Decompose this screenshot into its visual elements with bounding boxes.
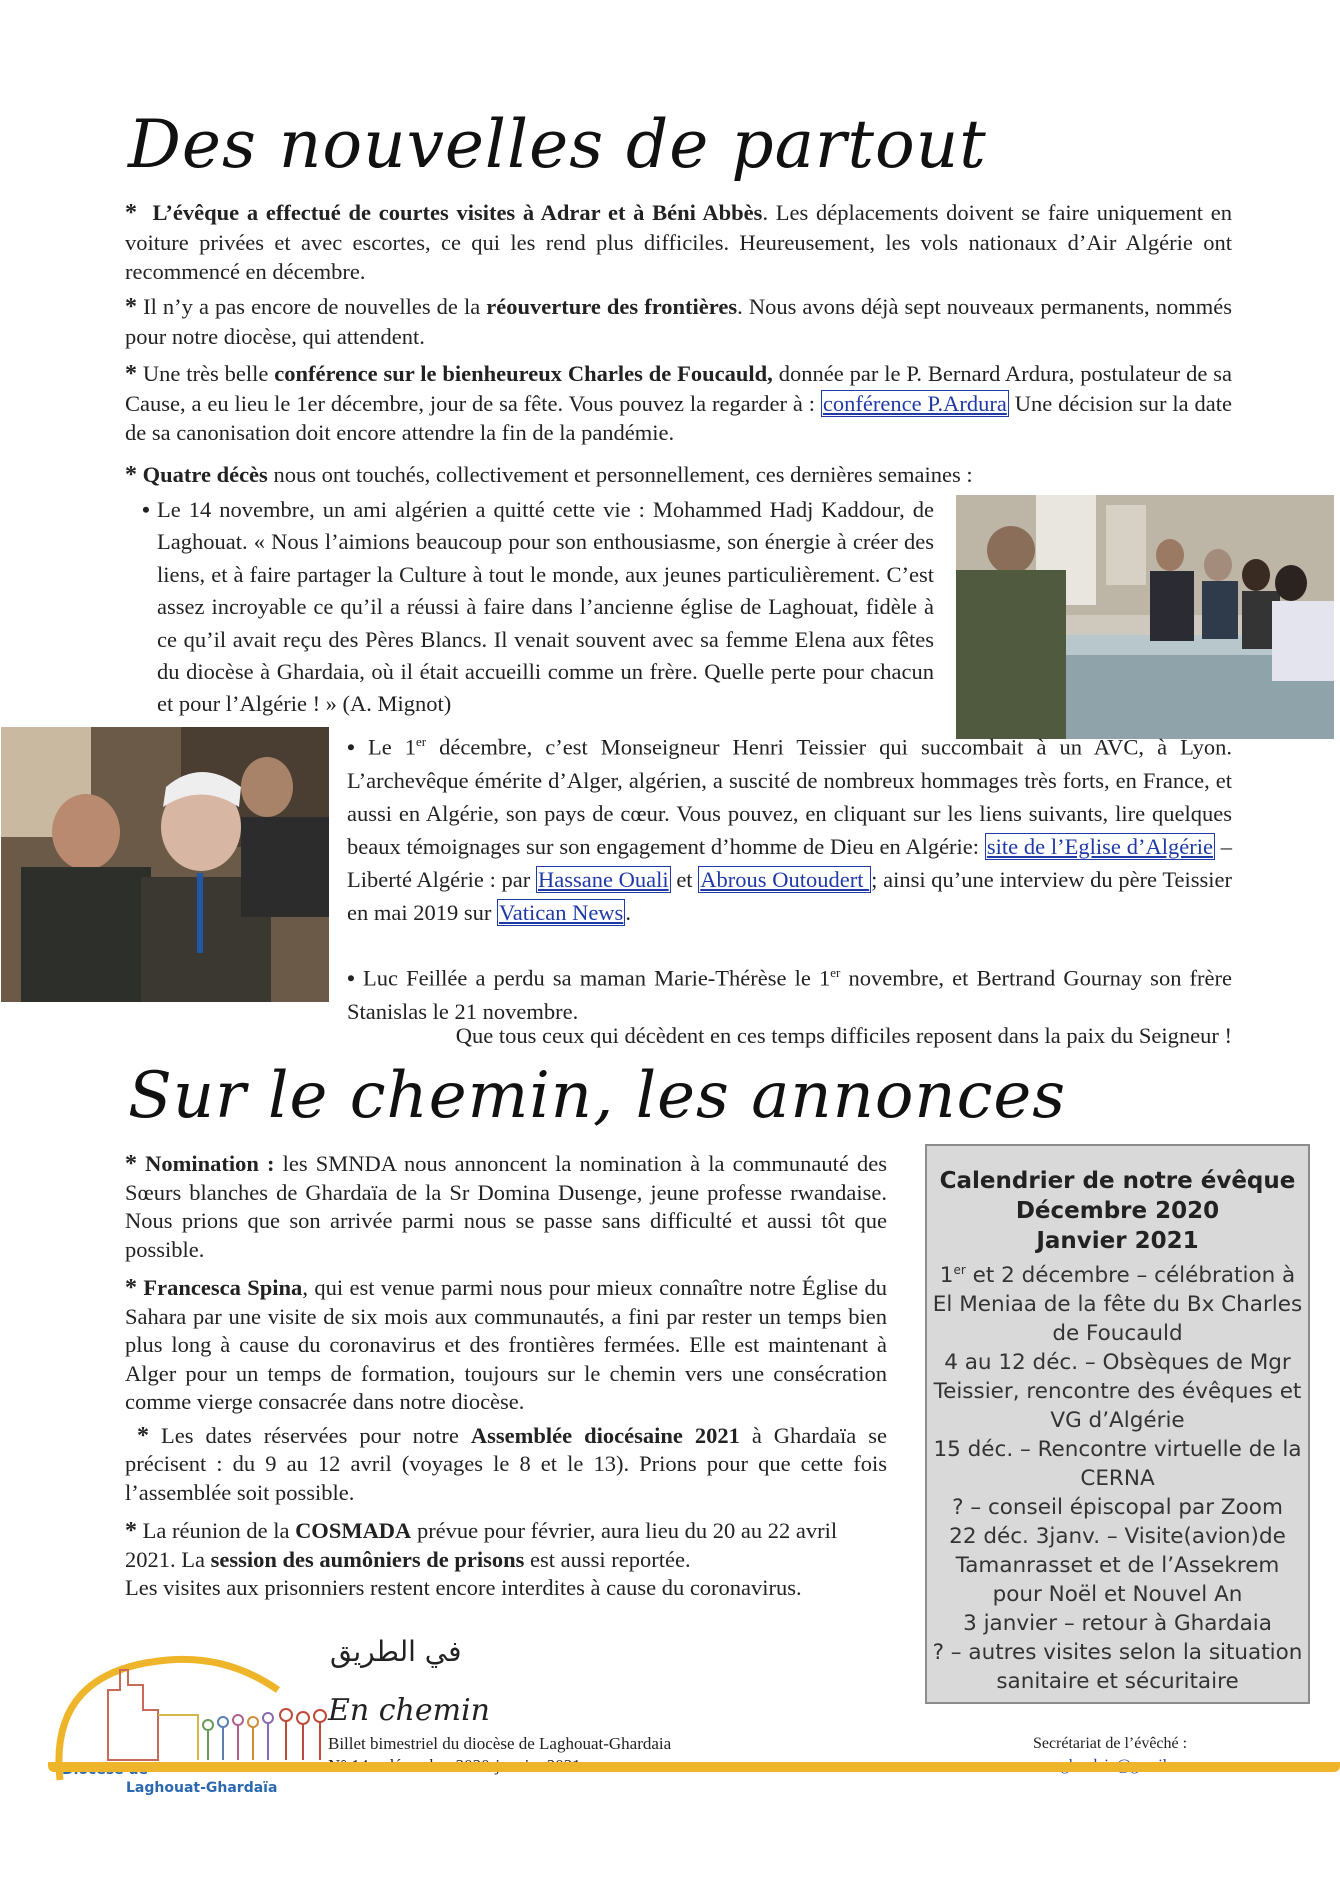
text: . Les déplacements doivent se faire uniquement en voiture privées et avec escortes, ce qui les rend plus difficiles. Heureusement, les vols nationaux d’Air Algérie ont recommencé en décembre. xyxy=(125,200,1233,284)
bold-phrase: Nomination : xyxy=(145,1151,275,1176)
bullet-dot: • xyxy=(347,965,355,991)
calendar-item: 3 janvier – retour à Ghardaia xyxy=(963,1611,1272,1637)
link-abrous-outoudert[interactable]: Abrous Outoudert xyxy=(700,866,870,892)
calendar-item: 15 déc. – Rencontre virtuelle de la CERNA xyxy=(933,1437,1302,1492)
calendar-item: 22 déc. 3janv. – Visite(avion)de Tamanrasset et de l’Assekrem pour Noël et Nouvel An xyxy=(949,1524,1286,1608)
bullet-text: Le 14 novembre, un ami algérien a quitté cette vie : Mohammed Hadj Kaddour, de Laghouat. « Nous l’aimions beaucoup pour son enthousiasme, son énergie à créer des liens, et à faire partager la Culture à tout le monde, aux jeunes particulièrement. C’est assez incroyable ce qu’il a réussi à faire dans l’ancienne église de Laghouat, fidèle à ce qu’il avait reçu des Pères Blancs. Il venait souvent avec sa femme Elena aux fêtes du diocèse à Ghardaia, où il était accueilli comme un frère. Quelle perte pour chacun et pour l’Algérie ! » (A. Mignot) xyxy=(157,497,934,717)
text: les SMNDA nous annoncent la nomination à la communauté des Sœurs blanches de Ghardaïa de la Sr Domina Dusenge, jeune professe rwandaise. Nous prions que son arrivée parmi nous se passe sans difficulté et aussi tôt que possible. xyxy=(125,1151,887,1262)
asterisk: * xyxy=(125,1518,137,1544)
superscript: er xyxy=(953,1263,966,1277)
text: décembre, c’est Monseigneur Henri Teissier qui succombait à un AVC, à Lyon. L’archevêque émérite d’Alger, algérien, a suscité de nombreux hommages très forts, en France, et aussi en Algérie, son pays de cœur. Vous pouvez, en cliquant sur les liens suivants, lire quelques beaux témoignages sur son engagement d’homme de Dieu en Algérie: xyxy=(347,734,1232,859)
text: ; ainsi qu’une interview du père Teissier en mai 2019 sur xyxy=(347,866,1232,925)
photo-exhibition-visitors xyxy=(956,495,1334,739)
section-title-announcements: Sur le chemin, les annonces xyxy=(128,1059,1067,1133)
link-hassane-ouali[interactable]: Hassane Ouali xyxy=(537,866,669,892)
text: et 2 décembre – célébration à El Meniaa de la fête du Bx Charles de Foucauld xyxy=(932,1263,1303,1347)
asterisk: * xyxy=(125,361,137,387)
text: – Liberté Algérie : par xyxy=(347,833,1232,892)
closing-prayer: Que tous ceux qui décèdent en ces temps difficiles reposent dans la paix du Seigneur ! xyxy=(455,1023,1232,1048)
bullet-item-teissier xyxy=(347,725,1232,929)
text: est aussi reportée. xyxy=(524,1546,691,1572)
news-paragraph-1 xyxy=(125,198,1232,286)
bold-phrase: Quatre décès xyxy=(142,462,268,487)
announcement-francesca xyxy=(125,1274,887,1417)
link-conference-ardura[interactable]: conférence P.Ardura xyxy=(822,391,1007,416)
asterisk: * xyxy=(125,294,137,320)
bullet-dot: • xyxy=(347,734,355,760)
text: Les dates réservées pour notre xyxy=(161,1422,471,1448)
announcement-nomination xyxy=(125,1150,887,1264)
text: à Ghardaïa se précisent : du 9 au 12 avril (voyages le 8 et le 13). Prions pour que cette fois l’assemblée soit possible. xyxy=(125,1422,887,1505)
text: Une décision sur la date de sa canonisation doit encore attendre la fin de la pandémie. xyxy=(125,391,1232,445)
news-paragraph-2 xyxy=(125,292,1232,351)
bold-phrase: conférence sur le bienheureux Charles de Foucauld, xyxy=(274,361,773,386)
calendar-item: ? – conseil épiscopal par Zoom xyxy=(952,1495,1283,1521)
photo-mgr-teissier-image xyxy=(1,727,329,1002)
calendar-item: 4 au 12 déc. – Obsèques de Mgr Teissier, rencontre des évêques et VG d’Algérie xyxy=(933,1350,1302,1434)
bishop-calendar-box xyxy=(925,1144,1310,1704)
calendar-month-2: Janvier 2021 xyxy=(1036,1228,1199,1254)
arabic-title: في الطريق xyxy=(330,1635,462,1668)
calendar-item xyxy=(931,1256,1304,1348)
text: La réunion de la xyxy=(142,1518,296,1543)
asterisk: * xyxy=(125,1151,137,1177)
text: nous ont touchés, collectivement et personnellement, ces dernières semaines : xyxy=(267,462,973,487)
asterisk: * xyxy=(125,462,137,488)
text: et xyxy=(670,866,699,892)
asterisk: * xyxy=(137,1422,149,1449)
photo-exhibition-visitors-image xyxy=(956,495,1334,739)
text: prévue pour février, aura lieu du 20 au 22 avril 2021. La xyxy=(125,1518,838,1572)
news-paragraph-4 xyxy=(125,460,1232,490)
logo-text-2: Laghouat-Ghardaïa xyxy=(126,1780,278,1796)
secretariat-label: Secrétariat de l’évêché : xyxy=(1032,1735,1188,1752)
bulletin-title: En chemin xyxy=(328,1693,490,1728)
bold-phrase: Assemblée diocésaine 2021 xyxy=(470,1422,740,1448)
text: Les visites aux prisonniers restent encore interdites à cause du coronavirus. xyxy=(125,1575,802,1600)
asterisk: * xyxy=(125,200,137,226)
announcement-cosmada xyxy=(125,1517,887,1603)
bold-phrase: réouverture des frontières xyxy=(486,294,738,319)
link-eglise-algerie[interactable]: site de l’Eglise d’Algérie xyxy=(986,833,1213,859)
asterisk: * xyxy=(125,1275,137,1301)
bullet-item-kaddour xyxy=(142,494,934,721)
link-vatican-news[interactable]: Vatican News xyxy=(498,899,624,925)
photo-mgr-teissier xyxy=(1,727,329,1002)
text: . xyxy=(625,899,631,925)
calendar-title: Calendrier de notre évêque xyxy=(939,1168,1296,1194)
announcements-column xyxy=(125,1150,887,1603)
calendar-month-1: Décembre 2020 xyxy=(1015,1198,1220,1224)
text: donnée par le P. Bernard Ardura, postulateur de sa Cause, a eu lieu le 1er décembre, jour de sa fête. Vous pouvez la regarder à : xyxy=(125,361,1232,416)
superscript: er xyxy=(415,734,427,749)
bold-phrase: L’évêque a effectué de courtes visites à Adrar et à Béni Abbès xyxy=(152,200,763,225)
announcement-assemblee xyxy=(125,1422,887,1508)
bullet-item-feillee xyxy=(347,956,1232,1028)
text: Luc Feillée a perdu sa maman Marie-Thérèse le 1 xyxy=(363,965,831,991)
bold-phrase: COSMADA xyxy=(295,1518,412,1543)
text: 1 xyxy=(939,1263,954,1289)
text: Une très belle xyxy=(142,361,275,386)
bullet-dot: • xyxy=(142,497,150,522)
bold-phrase: session des aumôniers de prisons xyxy=(210,1546,525,1572)
calendar-item: ? – autres visites selon la situation sanitaire et sécuritaire xyxy=(932,1640,1303,1695)
superscript: er xyxy=(830,965,841,980)
text: , qui est venue parmi nous pour mieux connaître notre Église du Sahara par une visite de six mois aux communautés, a fini par rester un temps bien plus long à cause du coronavirus et des frontières fermées. Elle est maintenant à Alger pour un temps de formation, toujours sur le chemin vers une consécration comme vierge consacrée dans notre diocèse. xyxy=(125,1275,887,1414)
text: Il n’y a pas encore de nouvelles de la xyxy=(143,294,487,319)
bulletin-subtitle: Billet bimestriel du diocèse de Laghouat-Ghardaia xyxy=(328,1734,672,1753)
text: . Nous avons déjà sept nouveaux permanents, nommés pour notre diocèse, qui attendent. xyxy=(125,294,1232,349)
section-title-news: Des nouvelles de partout xyxy=(128,106,987,183)
text: Le 1 xyxy=(367,734,416,760)
bold-phrase: Francesca Spina xyxy=(143,1275,303,1300)
text: novembre, et Bertrand Gournay son frère Stanislas le 21 novembre. xyxy=(347,965,1233,1024)
footer-accent-line xyxy=(48,1762,1340,1772)
news-paragraph-3 xyxy=(125,359,1232,447)
